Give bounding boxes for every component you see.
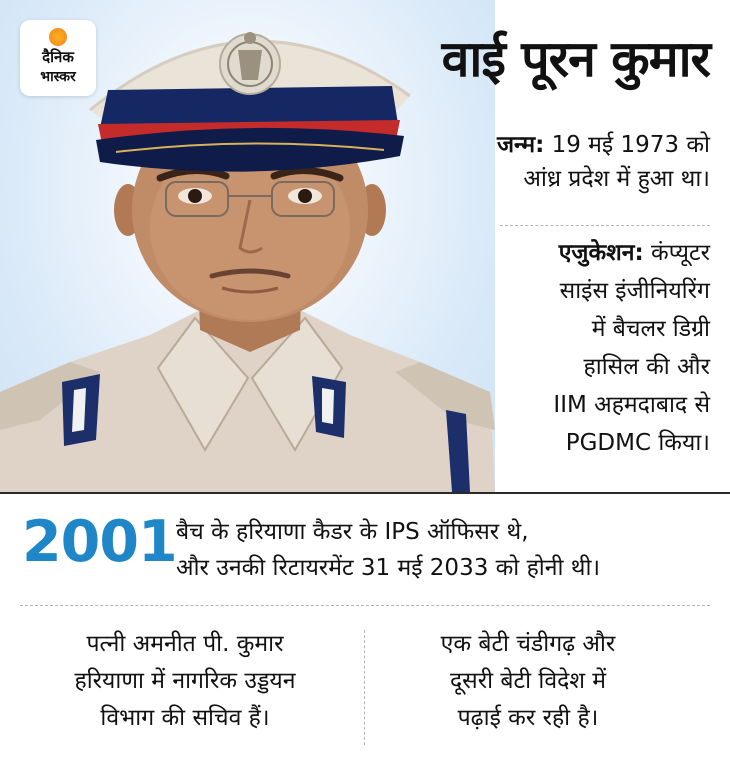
wife-line: पत्नी अमनीत पी. कुमार (86, 631, 284, 657)
education-line: में बैचलर डिग्री (591, 316, 710, 342)
divider (500, 225, 710, 226)
officer-portrait (0, 0, 495, 492)
daughters-line: पढ़ाई कर रही है। (457, 705, 599, 731)
daughters-line: एक बेटी चंडीगढ़ और (440, 631, 616, 657)
education-label: एजुकेशन: (558, 240, 644, 266)
person-name: वाई पूरन कुमार (441, 30, 710, 88)
wife-line: विभाग की सचिव हैं। (100, 705, 270, 731)
dainik-bhaskar-logo (20, 20, 96, 96)
vertical-divider (364, 630, 365, 745)
birth-label: जन्म: (496, 132, 545, 158)
education-info (482, 234, 710, 462)
birth-info (450, 128, 710, 196)
wife-info (35, 626, 335, 737)
education-line-1 (482, 234, 710, 272)
education-line: IIM अहमदाबाद से (553, 392, 710, 418)
right-collar-patch (312, 376, 346, 438)
batch-line-2: और उनकी रिटायरमेंट 31 मई 2033 को होनी थी। (176, 555, 601, 581)
birth-place: आंध्र प्रदेश में हुआ था। (523, 166, 710, 192)
batch-info (176, 514, 716, 586)
wife-line: हरियाणा में नागरिक उड्डयन (74, 668, 296, 694)
section-divider (0, 492, 730, 494)
education-text: कंप्यूटर (643, 240, 710, 266)
sun-icon (49, 28, 67, 46)
birth-date: 19 मई 1973 को (544, 132, 710, 158)
education-line: हासिल की और (583, 354, 710, 380)
education-line: PGDMC किया। (565, 430, 710, 456)
left-collar-patch (62, 374, 100, 446)
daughters-line: दूसरी बेटी विदेश में (449, 668, 607, 694)
logo-line-1: दैनिक (42, 48, 74, 66)
cap-badge-icon (220, 32, 280, 94)
daughters-info (378, 626, 678, 737)
birth-line-1 (450, 128, 710, 162)
logo-line-2: भास्कर (40, 69, 76, 85)
education-line: साइंस इंजीनियरिंग (559, 278, 710, 304)
batch-year: 2001 (22, 509, 177, 575)
divider (20, 605, 710, 606)
batch-line-1: बैच के हरियाणा कैडर के IPS ऑफिसर थे, (176, 519, 529, 545)
